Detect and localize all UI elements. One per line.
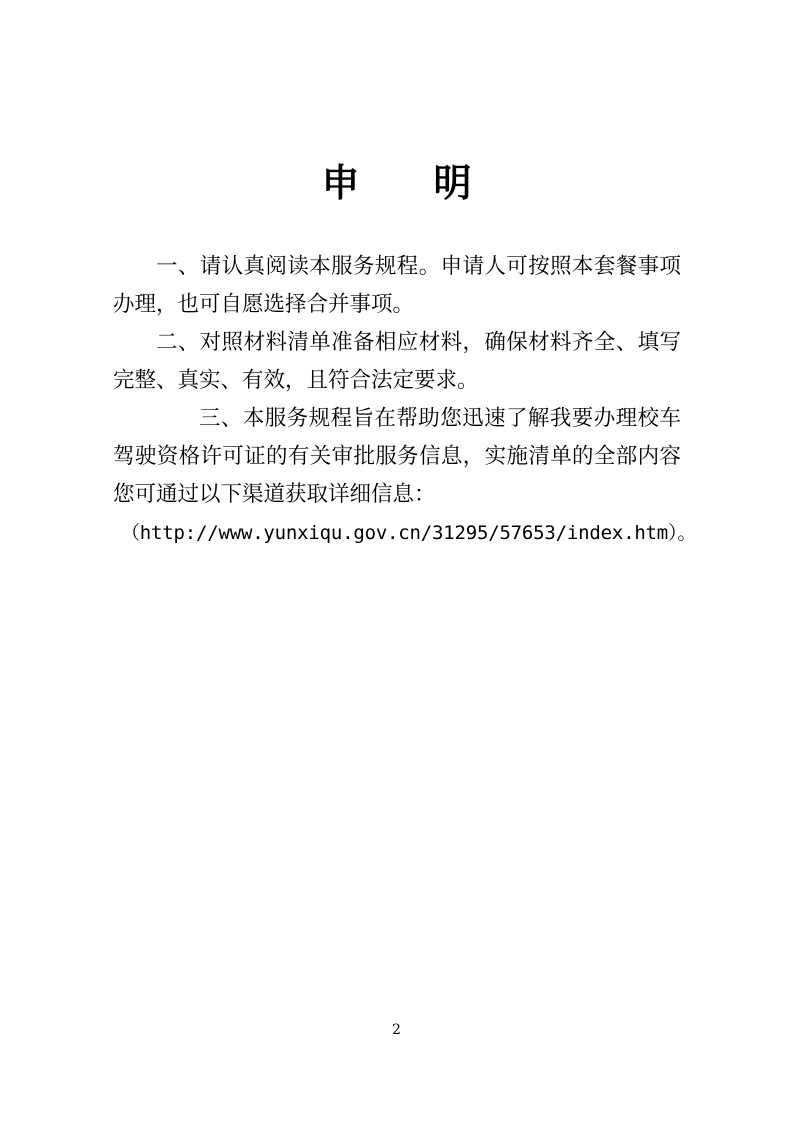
page-title: 申 明 xyxy=(321,160,490,205)
document-body xyxy=(113,248,697,552)
page-number: 2 xyxy=(392,1022,401,1038)
source-url-line: （http://www.yunxiqu.gov.cn/31295/57653/index.htm）。 xyxy=(121,522,697,544)
paragraph-item-1: 一、请认真阅读本服务规程。申请人可按照本套餐事项办理，也可自愿选择合并事项。 xyxy=(113,254,681,317)
paragraph-item-3: 三、本服务规程旨在帮助您迅速了解我要办理校车驾驶资格许可证的有关审批服务信息，实施清单的全部内容您可通过以下渠道获取详细信息： xyxy=(113,406,681,507)
paragraph-item-2: 二、对照材料清单准备相应材料，确保材料齐全、填写完整、真实、有效，且符合法定要求。 xyxy=(113,330,681,393)
